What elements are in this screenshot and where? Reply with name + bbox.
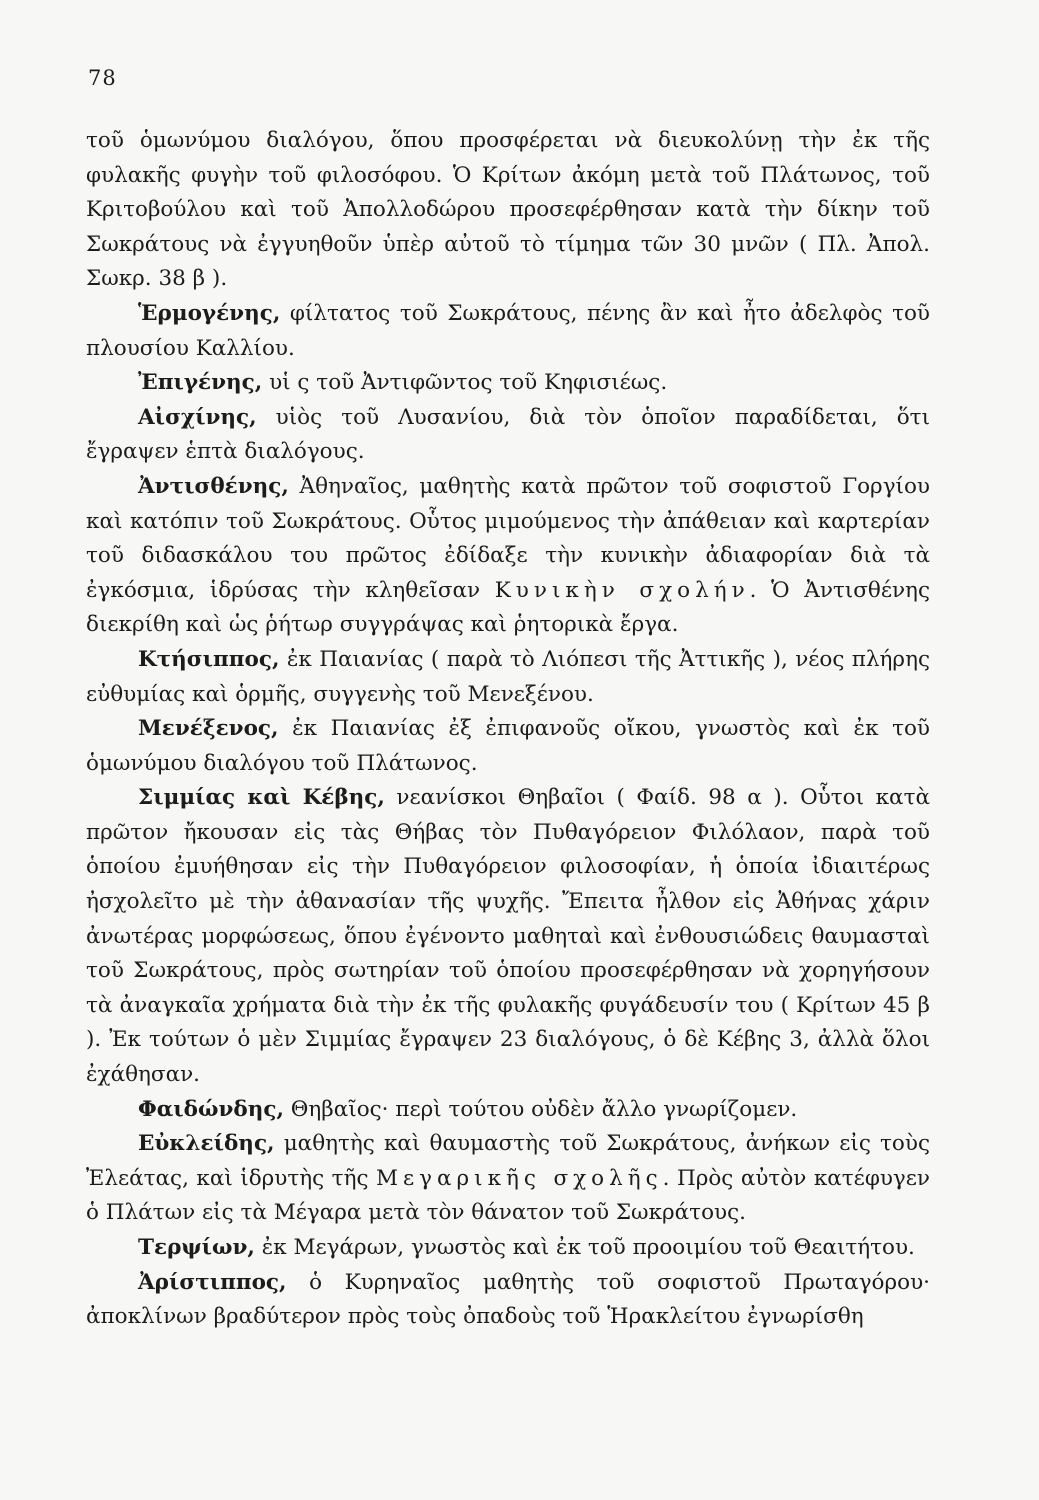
continuation-paragraph: τοῦ ὁμωνύμου διαλόγου, ὅπου προσφέρεται νὰ διευκολύνῃ τὴν ἐκ τῆς φυλακῆς φυγὴν τοῦ φιλοσόφου. Ὁ Κρίτων ἀκόμη μετὰ τοῦ Πλάτωνος, τοῦ Κριτοβούλου καὶ τοῦ Ἀπολλοδώρου προσεφέρθησαν κατὰ τὴν δίκην τοῦ Σωκράτους νὰ ἐγγυηθοῦν ὑπὲρ αὐτοῦ τὸ τίμημα τῶν 30 μνῶν ( Πλ. Ἀπολ. Σωκρ. 38 β ). [86,128,930,292]
entry-name: Ἐπιγένης, [138,370,263,396]
entry-text: ἐκ Παιανίας ἐξ ἐπιφανοῦς οἴκου, γνωστὸς καὶ ἐκ τοῦ ὁμωνύμου διαλόγου τοῦ Πλάτωνος. [86,716,930,776]
entry-terpsion [86,1231,930,1266]
entry-ktesippos [86,643,930,712]
entry-name: Εὐκλείδης, [138,1131,275,1157]
entry-aischines [86,401,930,470]
entry-eukleides [86,1127,930,1231]
spaced-term: Κυνικὴν σχολήν [494,577,750,603]
page-number: 78 [88,66,117,90]
entry-text: υἱὸς τοῦ Λυσανίου, διὰ τὸν ὁποῖον παραδίδεται, ὅτι ἔγραψεν ἑπτὰ διαλόγους. [86,404,930,465]
entry-text: ὁ Κυρηναῖος μαθητὴς τοῦ σοφιστοῦ Πρωταγόρου· ἀποκλίνων βραδύτερον πρὸς τοὺς ὀπαδοὺς τοῦ Ἡρακλείτου ἐγνωρίσθη [86,1269,930,1330]
entry-name: Κτήσιππος, [138,646,280,672]
entry-text: φίλτατος τοῦ Σωκράτους, πένης ἂν καὶ ἦτο ἀδελφὸς τοῦ πλουσίου Καλλίου. [86,300,930,361]
entry-name: Τερψίων, [138,1235,255,1260]
entry-name: Μενέξενος, [138,716,279,742]
entry-aristippos [86,1266,930,1335]
entry-phaidondes [86,1093,930,1128]
entry-text: μαθητὴς καὶ θαυμαστὴς τοῦ Σωκράτους, ἀνήκων εἰς τοὺς Ἐλεάτας, καὶ ἱδρυτὴς τῆς [86,1131,930,1191]
entry-name: Αἰσχίνης, [138,404,257,430]
entry-text-continued: . Πρὸς αὐτὸν κατέφυγεν ὁ Πλάτων εἰς τὰ Μέγαρα μετὰ τὸν θάνατον τοῦ Σωκράτους. [86,1165,930,1226]
entry-antisthenes [86,470,930,643]
entry-name: Φαιδώνδης, [138,1096,284,1122]
entry-text: ἐκ Παιανίας ( παρὰ τὸ Λιόπεσι τῆς Ἀττικῆς ), νέος πλήρης εὐθυμίας καὶ ὁρμῆς, συγγενὴς τοῦ Μενεξένου. [86,646,930,707]
entry-simmias-kebes [86,781,930,1092]
entry-name: Ἀντισθένης, [138,473,289,499]
entry-text: ἐκ Μεγάρων, γνωστὸς καὶ ἐκ τοῦ προοιμίου τοῦ Θεαιτήτου. [254,1235,915,1260]
entry-text-continued: . Ὁ Ἀντισθένης διεκρίθη καὶ ὡς ῥήτωρ συγγράψας καὶ ῥητορικὰ ἔργα. [86,577,930,638]
entry-epigenes [86,366,930,401]
entry-name: Ἑρμογένης, [138,300,281,326]
entry-text: Θηβαῖος· περὶ τούτου οὐδὲν ἄλλο γνωρίζομεν. [283,1096,798,1122]
entry-name: Σιμμίας καὶ Κέβης, [138,785,385,811]
entry-menexenos [86,712,930,781]
entry-text: νεανίσκοι Θηβαῖοι ( Φαίδ. 98 α ). Οὗτοι κατὰ πρῶτον ἤκουσαν εἰς τὰς Θήβας τὸν Πυθαγόρειον Φιλόλαον, παρὰ τοῦ ὁποίου ἐμυήθησαν εἰς τὴν Πυθαγόρειον φιλοσοφίαν, ἡ ὁποία ἰδιαιτέρως ἠσχολεῖτο μὲ τὴν ἀθανασίαν τῆς ψυχῆς. Ἔπειτα ἦλθον εἰς Ἀθήνας χάριν ἀνωτέρας μορφώσεως, ὅπου ἐγένοντο μαθηταὶ καὶ ἐνθουσιώδεις θαυμασταὶ τοῦ Σωκράτους, πρὸς σωτηρίαν τοῦ ὁποίου προσεφέρθησαν νὰ χορηγήσουν τὰ ἀναγκαῖα χρήματα διὰ τὴν ἐκ τῆς φυλακῆς φυγάδευσίν του ( Κρίτων 45 β ). Ἐκ τούτων ὁ μὲν Σιμμίας ἔγραψεν 23 διαλόγους, ὁ δὲ Κέβης 3, ἀλλὰ ὅλοι ἐχάθησαν. [86,785,930,1088]
entry-text: υἱ ς τοῦ Ἀντιφῶντος τοῦ Κηφισιέως. [262,370,668,396]
entry-hermogenes [86,297,930,366]
spaced-term: Μεγαρικῆς σχολῆς [376,1165,663,1191]
entry-name: Ἀρίστιππος, [138,1269,287,1295]
entry-text: Ἀθηναῖος, μαθητὴς κατὰ πρῶτον τοῦ σοφιστοῦ Γοργίου καὶ κατόπιν τοῦ Σωκράτους. Οὗτος μιμούμενος τὴν ἀπάθειαν καὶ καρτερίαν τοῦ διδασκάλου του πρῶτος ἐδίδαξε τὴν κυνικὴν ἀδιαφορίαν διὰ τὰ ἐγκόσμια, ἱδρύσας τὴν κληθεῖσαν [86,473,930,603]
page-body [86,124,930,1335]
